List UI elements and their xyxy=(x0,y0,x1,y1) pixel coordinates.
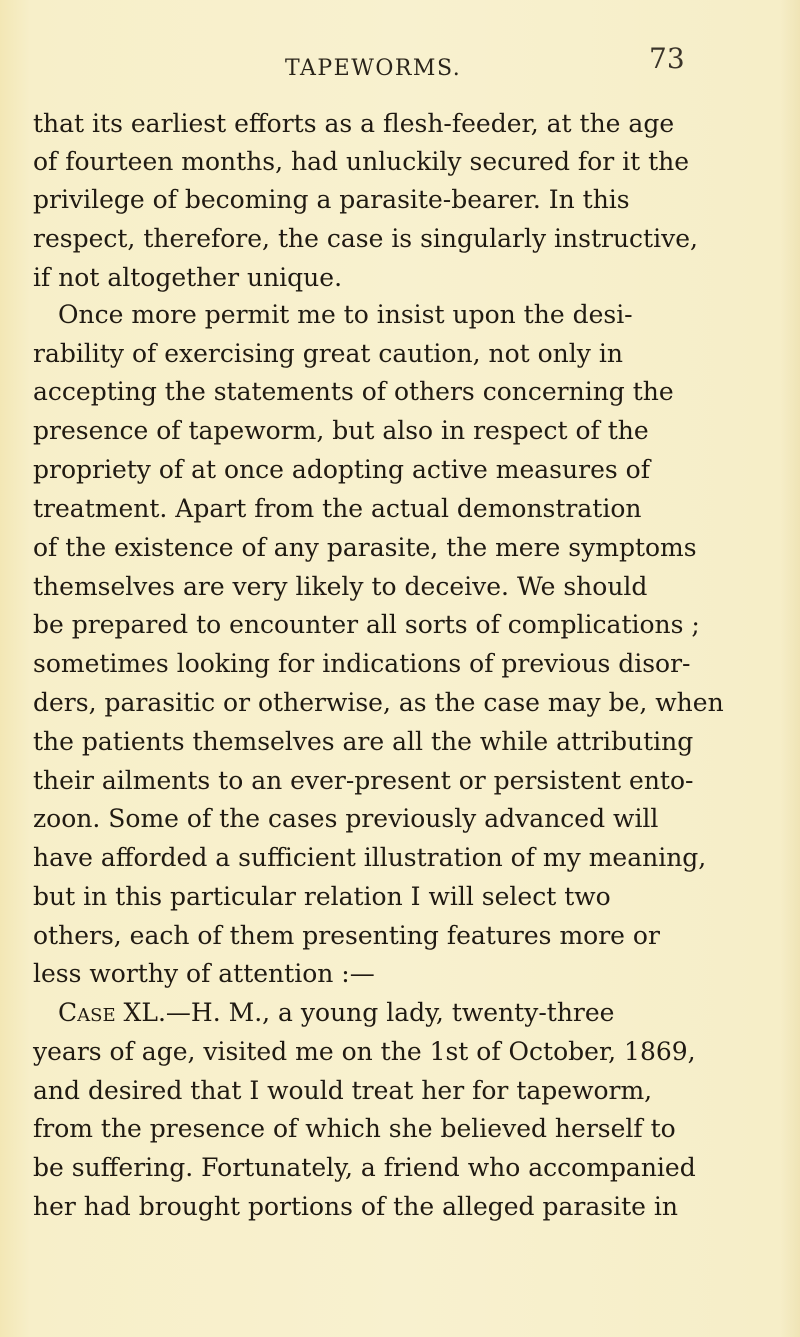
text-line: her had brought portions of the alleged parasite in xyxy=(33,1192,678,1221)
text-line: zoon. Some of the cases previously advanced will xyxy=(33,804,659,833)
page-number: 73 xyxy=(649,42,685,75)
text-line: rability of exercising great caution, not only in xyxy=(33,339,623,368)
text-line: be prepared to encounter all sorts of complications ; xyxy=(33,610,700,639)
text-line: privilege of becoming a parasite-bearer. In this xyxy=(33,185,630,214)
text-line: others, each of them presenting features more or xyxy=(33,921,660,950)
text-line: treatment. Apart from the actual demonstration xyxy=(33,494,642,523)
text-line: their ailments to an ever-present or persistent ento- xyxy=(33,766,694,795)
text-line: themselves are very likely to deceive. We should xyxy=(33,572,648,601)
text-line: ders, parasitic or otherwise, as the case may be, when xyxy=(33,688,724,717)
case-label: Case xyxy=(58,998,116,1027)
text-line: have afforded a sufficient illustration of my meaning, xyxy=(33,843,707,872)
case-heading-text: XL.—H. M., a young lady, twenty-three xyxy=(115,998,615,1027)
case-heading-line xyxy=(58,992,614,1034)
text-line: and desired that I would treat her for tapeworm, xyxy=(33,1076,653,1105)
text-line: be suffering. Fortunately, a friend who accompanied xyxy=(33,1153,696,1182)
text-line: of the existence of any parasite, the mere symptoms xyxy=(33,533,697,562)
text-line: that its earliest efforts as a flesh-feeder, at the age xyxy=(33,109,675,138)
paragraph-start-line: Once more permit me to insist upon the desi- xyxy=(58,300,633,329)
text-line: years of age, visited me on the 1st of October, 1869, xyxy=(33,1037,696,1066)
text-line: propriety of at once adopting active measures of xyxy=(33,455,650,484)
text-line: accepting the statements of others concerning the xyxy=(33,377,674,406)
running-head xyxy=(0,42,800,82)
text-line: respect, therefore, the case is singularly instructive, xyxy=(33,224,698,253)
running-title: TAPEWORMS. xyxy=(285,56,462,81)
text-line: sometimes looking for indications of previous disor- xyxy=(33,649,691,678)
text-line: but in this particular relation I will select two xyxy=(33,882,611,911)
text-line: the patients themselves are all the while attributing xyxy=(33,727,694,756)
text-line: of fourteen months, had unluckily secured for it the xyxy=(33,147,690,176)
text-line: presence of tapeworm, but also in respect of the xyxy=(33,416,649,445)
text-line: less worthy of attention :— xyxy=(33,959,375,988)
text-line: if not altogether unique. xyxy=(33,263,343,292)
text-line: from the presence of which she believed herself to xyxy=(33,1114,676,1143)
